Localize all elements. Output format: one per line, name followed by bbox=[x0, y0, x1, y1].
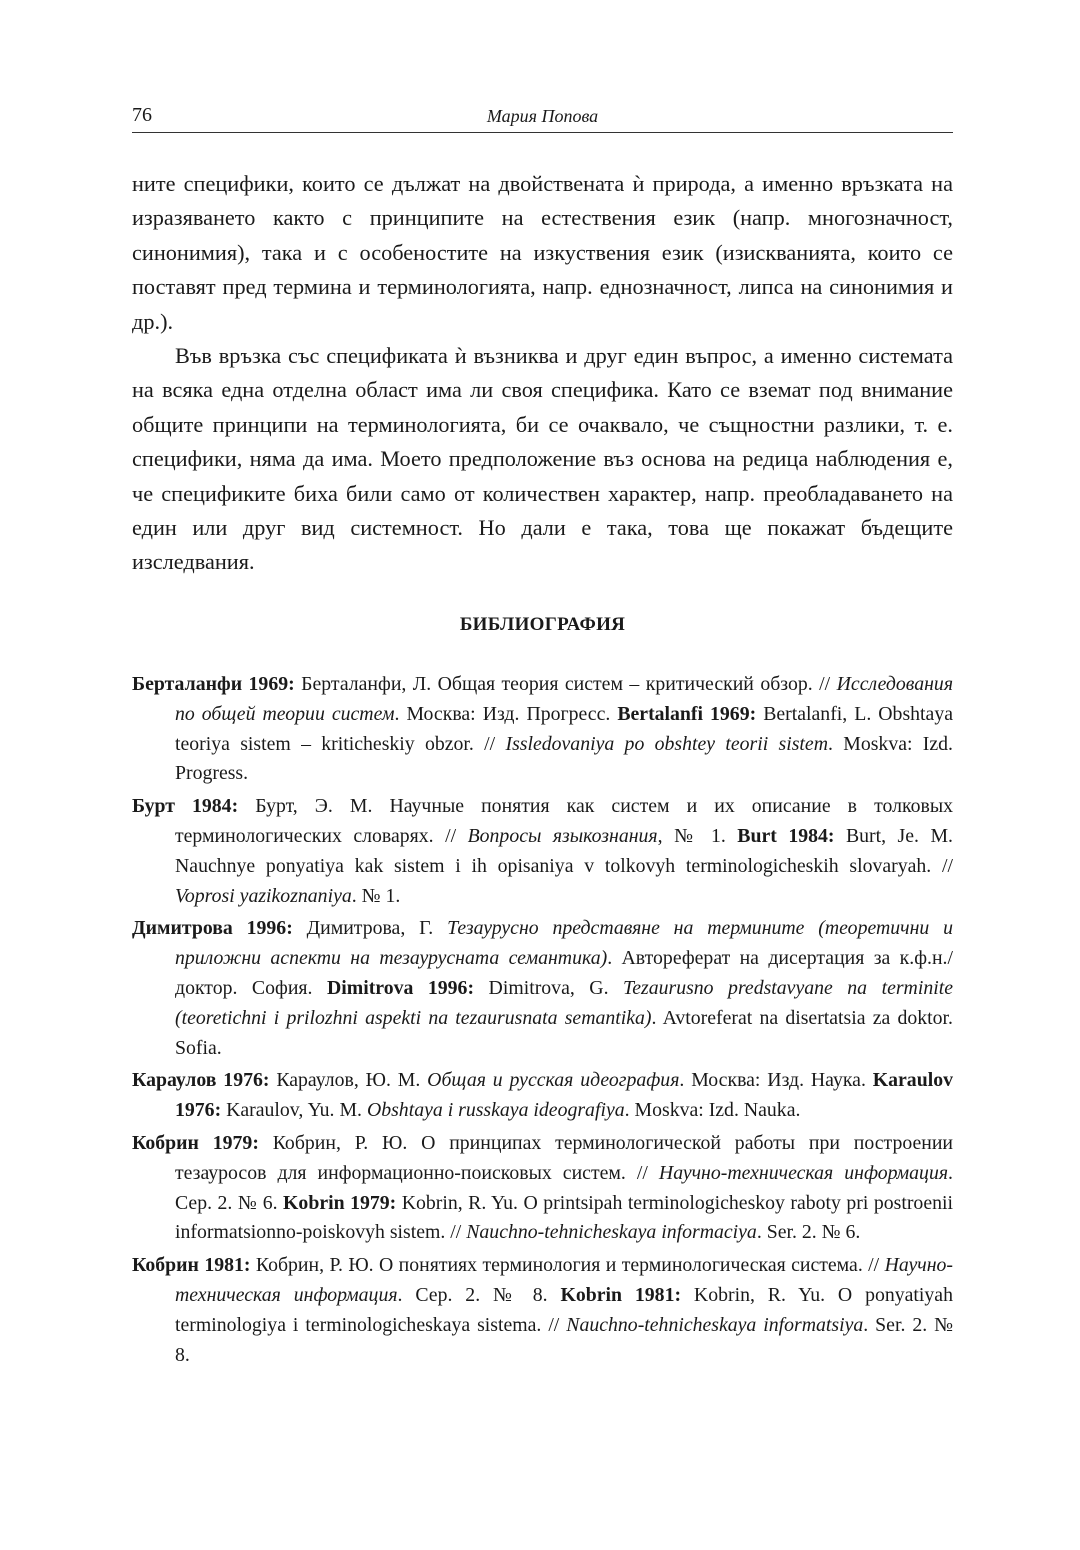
entry-source-title-transliterated: Obshtaya i russkaya ideografiya bbox=[366, 1099, 625, 1122]
bibliography-entry: Караулов 1976: Караулов, Ю. М. Общая и русская идеография. Москва: Изд. Наука. Karaulov 1976: Karaulov, Yu. M. Obshtaya i russkaya ideografiya. Moskva: Izd. Nauka. bbox=[132, 1069, 953, 1122]
entry-key-transliterated: Burt 1984: bbox=[737, 824, 835, 847]
bibliography-heading: БИБЛИОГРАФИЯ bbox=[459, 614, 626, 635]
entry-source-title: Общая и русская идеография bbox=[427, 1069, 680, 1092]
entry-source-title-transliterated: Tezaurusno predstavyane na terminite (teoretichni i prilozhni aspekti na tezaurusnata semantika) bbox=[175, 976, 953, 1029]
bibliography-entry: Кобрин 1981: Кобрин, Р. Ю. О понятиях терминология и терминологическая система. // Научно-техническая информация. Сер. 2. № 8. Kobrin 1981: Kobrin, R. Yu. O ponyatiyah terminologiya i terminologicheskaya sistema. // Nauchno-tehnicheskaya informatsiya. Ser. 2. № 8. bbox=[132, 1254, 954, 1366]
entry-key: Димитрова 1996: bbox=[132, 917, 293, 940]
paragraph-continuation: ните специфики, които се дължат на двойствената ѝ природа, а именно връзката на изразяването както с принципите на естествения език (напр. многозначност, синонимия), така и с особеностите на изкуствения език (изискванията, които се поставят пред термина и терминологията, напр. еднозначност, липса на синонимия и др.). bbox=[132, 171, 953, 334]
bibliography-list bbox=[132, 670, 953, 1373]
entry-key-transliterated: Kobrin 1981: bbox=[560, 1283, 682, 1306]
bibliography-entry: Бурт 1984: Бурт, Э. М. Научные понятия как систем и их описание в толковых терминологических словарях. // Вопросы языкознания, № 1. Burt 1984: Burt, Je. M. Nauchnye ponyatiya kak sistem i ih opisaniya v tolkovyh terminologicheskih slovaryah. // Voprosi yazikoznaniya. № 1. bbox=[132, 795, 954, 907]
entry-source-title: Научно-техническая информация bbox=[175, 1254, 954, 1306]
entry-source-title: Вопросы языкознания bbox=[467, 824, 658, 847]
entry-key: Берталанфи 1969: bbox=[132, 673, 295, 695]
entry-key: Кобрин 1981: bbox=[132, 1254, 251, 1277]
bibliography-entry: Димитрова 1996: Димитрова, Г. Тезаурусно представяне на термините (теоретични и приложни аспекти на тезаурусната семантика). Автореферат на дисертация за к.ф.н./доктор. София. Dimitrova 1996: Dimitrova, G. Tezaurusno predstavyane na terminite (teoretichni i prilozhni aspekti na tezaurusnata semantika). Avtoreferat na disertatsia za doktor. Sofia. bbox=[132, 917, 954, 1059]
bibliography-entry: Берталанфи 1969: Берталанфи, Л. Общая теория систем – критический обзор. // Исследования по общей теории систем. Москва: Изд. Прогресс. Bertalanfi 1969: Bertalanfi, L. Obshtaya teoriya sistem – kriticheskiy obzor. // Issledovaniya po obshtey teorii sistem. Moskva: Izd. Progress. bbox=[132, 673, 954, 785]
entry-key-transliterated: Dimitrova 1996: bbox=[326, 976, 475, 999]
entry-key-transliterated: Bertalanfi 1969: bbox=[617, 702, 757, 725]
bibliography-entry: Кобрин 1979: Кобрин, Р. Ю. О принципах терминологической работы при построении тезауросов для информационно-поисковых систем. // Научно-техническая информация. Сер. 2. № 6. Kobrin 1979: Kobrin, R. Yu. O printsipah terminologicheskoy raboty pri postroenii informatsionno-poiskovyh sistem. // Nauchno-tehnicheskaya informaciya. Ser. 2. № 6. bbox=[132, 1131, 953, 1244]
entry-key-transliterated: Karaulov 1976: bbox=[175, 1069, 953, 1122]
entry-source-title-transliterated: Issledovaniya po obshtey teorii sistem bbox=[505, 732, 828, 755]
entry-source-title-transliterated: Voprosi yazikoznaniya bbox=[175, 884, 352, 907]
entry-source-title-transliterated: Nauchno-tehnicheskaya informaciya bbox=[466, 1221, 757, 1244]
entry-source-title-transliterated: Nauchno-tehnicheskaya informatsiya bbox=[566, 1313, 864, 1336]
entry-key: Кобрин 1979: bbox=[132, 1131, 259, 1154]
entry-source-title: Исследования по общей теории систем bbox=[175, 673, 954, 725]
entry-key-transliterated: Kobrin 1979: bbox=[283, 1191, 397, 1214]
paragraph: Във връзка със спецификата ѝ възниква и друг един въпрос, а именно системата на всяка една отделна област има ли своя специфика. Като се вземат под внимание общите принципи на терминологията, би се очаквало, че същностни разлики, т. е. специфики, няма да има. Моето предположение въз основа на редица наблюдения е, че спецификите биха били само от количествен характер, напр. преобладаването на един или друг вид системност. Но дали е така, това ще покажат бъдещите изследвания. bbox=[132, 343, 953, 575]
page-number: 76 bbox=[132, 104, 152, 126]
running-title-author: Мария Попова bbox=[486, 106, 599, 126]
running-head bbox=[132, 104, 953, 133]
entry-source-title: Научно-техническая информация bbox=[658, 1161, 949, 1184]
entry-key: Караулов 1976: bbox=[132, 1069, 270, 1092]
entry-source-title: Тезаурусно представяне на термините (теоретични и приложни аспекти на тезаурусната семантика) bbox=[175, 917, 954, 970]
body-text bbox=[132, 167, 953, 580]
book-page bbox=[132, 0, 953, 1550]
entry-key: Бурт 1984: bbox=[132, 795, 239, 818]
